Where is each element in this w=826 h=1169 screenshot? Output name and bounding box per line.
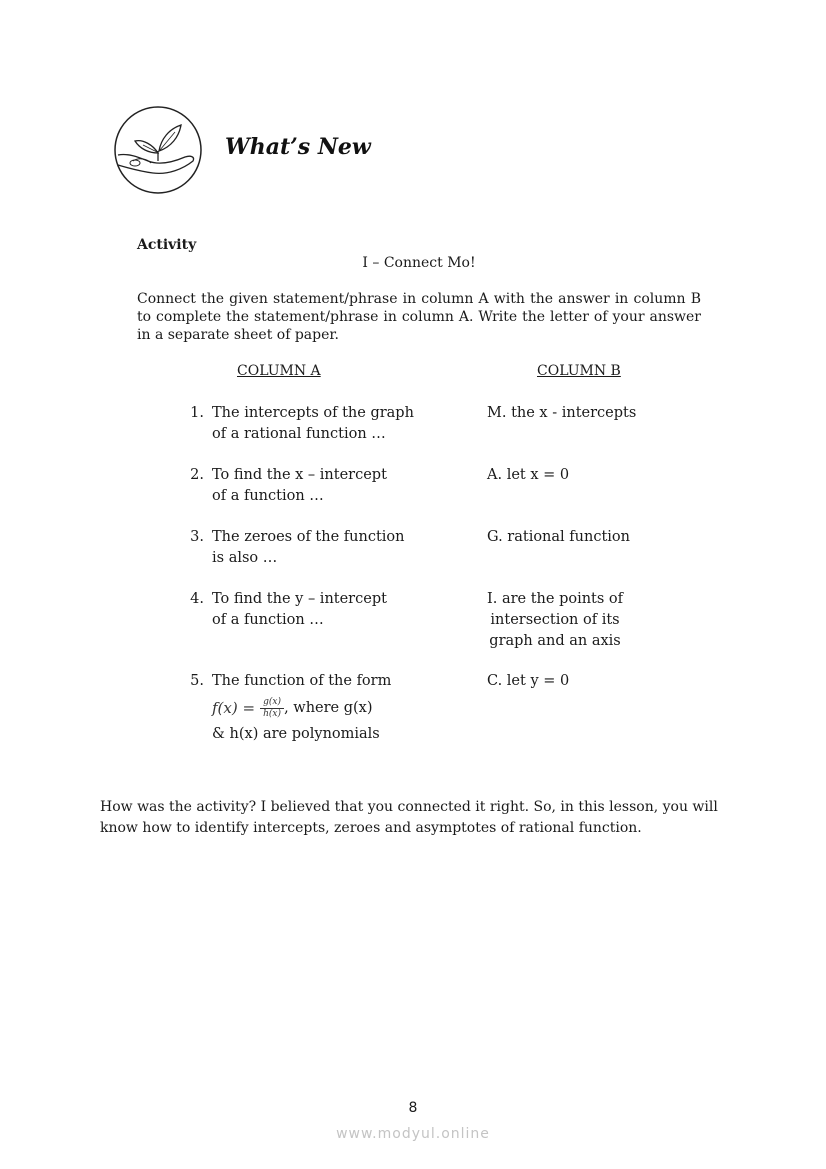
column-b-item: C. let y = 0 (487, 673, 570, 689)
item-number: 1. (190, 405, 204, 421)
column-a-item: To find the x – intercept of a function … (212, 467, 387, 504)
item-number: 5. (190, 673, 204, 689)
rational-function-formula: f(x) = $\frac{g(x)}{h(x)}$ (212, 697, 284, 720)
page-number: 8 (408, 1100, 418, 1116)
closing-paragraph: How was the activity? I believed that you connected it right. So, in this lesson, you will know how to identify intercepts, zeroes and asymptotes of rational function. (100, 799, 718, 836)
activity-name: I – Connect Mo! (362, 255, 476, 271)
column-b-item: I. are the points of intersection of its graph and an axis (487, 591, 624, 649)
watermark: www.modyul.online (336, 1126, 490, 1142)
item-number: 2. (190, 467, 204, 483)
column-b-item: G. rational function (487, 529, 630, 545)
activity-instructions: Connect the given statement/phrase in column A with the answer in column B to complete the statement/phrase in column A. Write the letter of your answer in a separate sheet of paper. (137, 291, 701, 343)
column-a-header: COLUMN A (237, 363, 321, 379)
column-b-header: COLUMN B (537, 363, 621, 379)
activity-label: Activity (137, 237, 197, 253)
column-b-item: M. the x - intercepts (487, 405, 637, 421)
hands-holding-plant-icon (113, 105, 203, 195)
column-b-item: A. let x = 0 (487, 467, 570, 483)
column-a-item: The intercepts of the graph of a rational function … (212, 405, 414, 442)
column-a-item: The function of the form f(x) = $\frac{g(x)}{h(x)}$ , where g(x) & h(x) are polynomials (212, 673, 392, 742)
column-a-item: To find the y – intercept of a function … (212, 591, 387, 628)
item-number: 4. (190, 591, 204, 607)
column-a-item: The zeroes of the function is also … (212, 529, 405, 566)
item-number: 3. (190, 529, 204, 545)
section-title: What’s New (225, 134, 371, 160)
